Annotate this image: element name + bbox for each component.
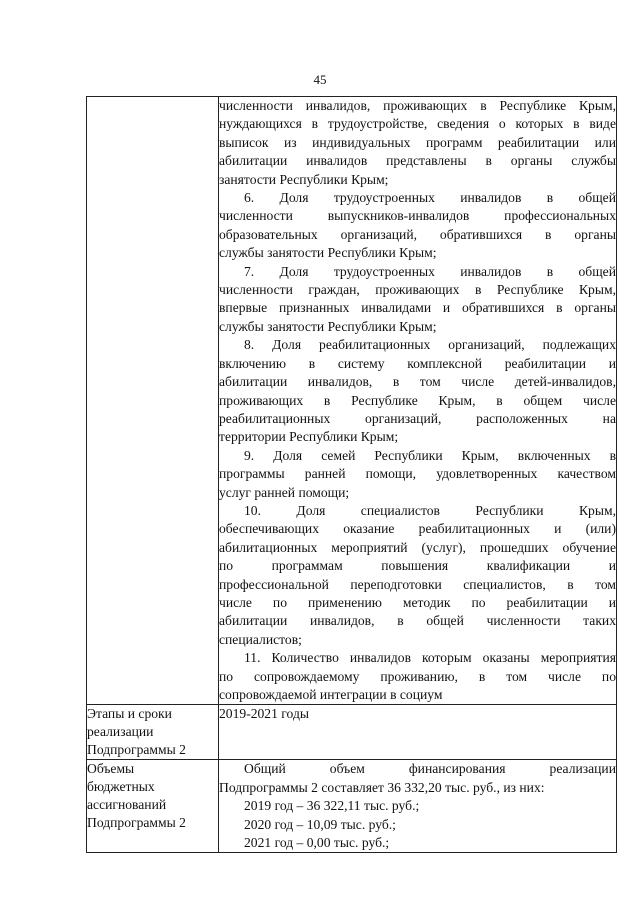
- text-line: абилитации инвалидов, в том числе детей-инвалидов,: [219, 374, 616, 390]
- stages-label-cell: [87, 705, 219, 760]
- page-number: 45: [313, 72, 327, 87]
- text-line: числе по применению методик по реабилитации и: [219, 594, 616, 610]
- text-line: Общий объем финансирования реализации: [244, 761, 616, 777]
- text-line: программы ранней помощи, удовлетворенных качеством: [219, 466, 616, 482]
- text-line: включению в систему комплексной реабилитации и: [219, 355, 616, 371]
- text-line: впервые признанных инвалидами и обратившихся в органы: [219, 300, 616, 316]
- text-line: численности инвалидов, проживающих в Республике Крым,: [219, 98, 616, 113]
- text-line: численности граждан, проживающих в Республике Крым,: [219, 282, 616, 298]
- table-row-budget: [87, 760, 617, 853]
- text-line: 7. Доля трудоустроенных инвалидов в общей: [244, 263, 616, 279]
- text-line: 2021 год – 0,00 тыс. руб.;: [244, 835, 390, 851]
- passport-table: [86, 96, 617, 853]
- text-line: сопровождаемой интеграции в социум: [219, 687, 443, 702]
- text-line: территории Республики Крым;: [219, 429, 399, 445]
- text-line: Подпрограммы 2 составляет 36 332,20 тыс. руб., из них:: [219, 779, 545, 795]
- row1-left-cell: [87, 97, 219, 705]
- text-line: по сопровождаемому проживанию, в том числе по: [219, 668, 616, 684]
- budget-label-line: Подпрограммы 2: [87, 815, 186, 831]
- text-line: 10. Доля специалистов Республики Крым,: [244, 502, 616, 518]
- text-line: 9. Доля семей Республики Крым, включенных в: [244, 447, 616, 463]
- text-line: образовательных организаций, обратившихся в органы: [219, 226, 616, 242]
- stages-label-line: Этапы и сроки: [87, 706, 172, 722]
- table-row-indicators: [87, 97, 617, 705]
- text-line: по программам повышения квалификации и: [219, 558, 616, 574]
- text-line: занятости Республики Крым;: [219, 171, 389, 187]
- text-line: 11. Количество инвалидов которым оказаны мероприятия: [244, 650, 616, 666]
- text-line: профессиональной переподготовки специалистов, в том: [219, 576, 616, 592]
- text-line: службы занятости Республики Крым;: [219, 318, 437, 334]
- budget-label-line: бюджетных: [87, 779, 155, 795]
- stages-value-cell: [219, 705, 617, 760]
- text-line: 2019 год – 36 322,11 тыс. руб.;: [244, 798, 420, 814]
- text-line: абилитации инвалидов представлены в органы службы: [219, 153, 616, 169]
- text-line: услуг ранней помощи;: [219, 484, 350, 500]
- text-line: 8. Доля реабилитационных организаций, подлежащих: [244, 337, 616, 353]
- text-line: нуждающихся в трудоустройстве, сведения о которых в виде: [219, 116, 616, 132]
- text-line: абилитации инвалидов, в общей численности таких: [219, 613, 616, 629]
- text-line: 6. Доля трудоустроенных инвалидов в общей: [244, 190, 616, 206]
- indicators-cell: [219, 97, 617, 705]
- stages-label-line: Подпрограммы 2: [87, 742, 186, 758]
- text-line: проживающих в Республике Крым, в общем числе: [219, 392, 616, 408]
- text-line: выписок из индивидуальных программ реабилитации или: [219, 134, 616, 150]
- stages-label-line: реализации: [87, 724, 154, 740]
- budget-value-cell: [219, 760, 617, 853]
- budget-label-line: ассигнований: [87, 797, 167, 813]
- table-row-stages: [87, 705, 617, 760]
- text-line: обеспечивающих оказание реабилитационных и (или): [219, 521, 616, 537]
- text-line: численности выпускников-инвалидов профессиональных: [219, 208, 616, 224]
- text-line: 2020 год – 10,09 тыс. руб.;: [244, 816, 396, 832]
- text-line: службы занятости Республики Крым;: [219, 245, 437, 261]
- text-line: абилитационных мероприятий (услуг), прошедших обучение: [219, 539, 616, 555]
- budget-label-cell: [87, 760, 219, 853]
- text-line: специалистов;: [219, 631, 302, 647]
- stages-value: 2019-2021 годы: [219, 706, 309, 722]
- text-line: реабилитационных организаций, расположенных на: [219, 410, 616, 426]
- budget-label-line: Объемы: [87, 761, 135, 777]
